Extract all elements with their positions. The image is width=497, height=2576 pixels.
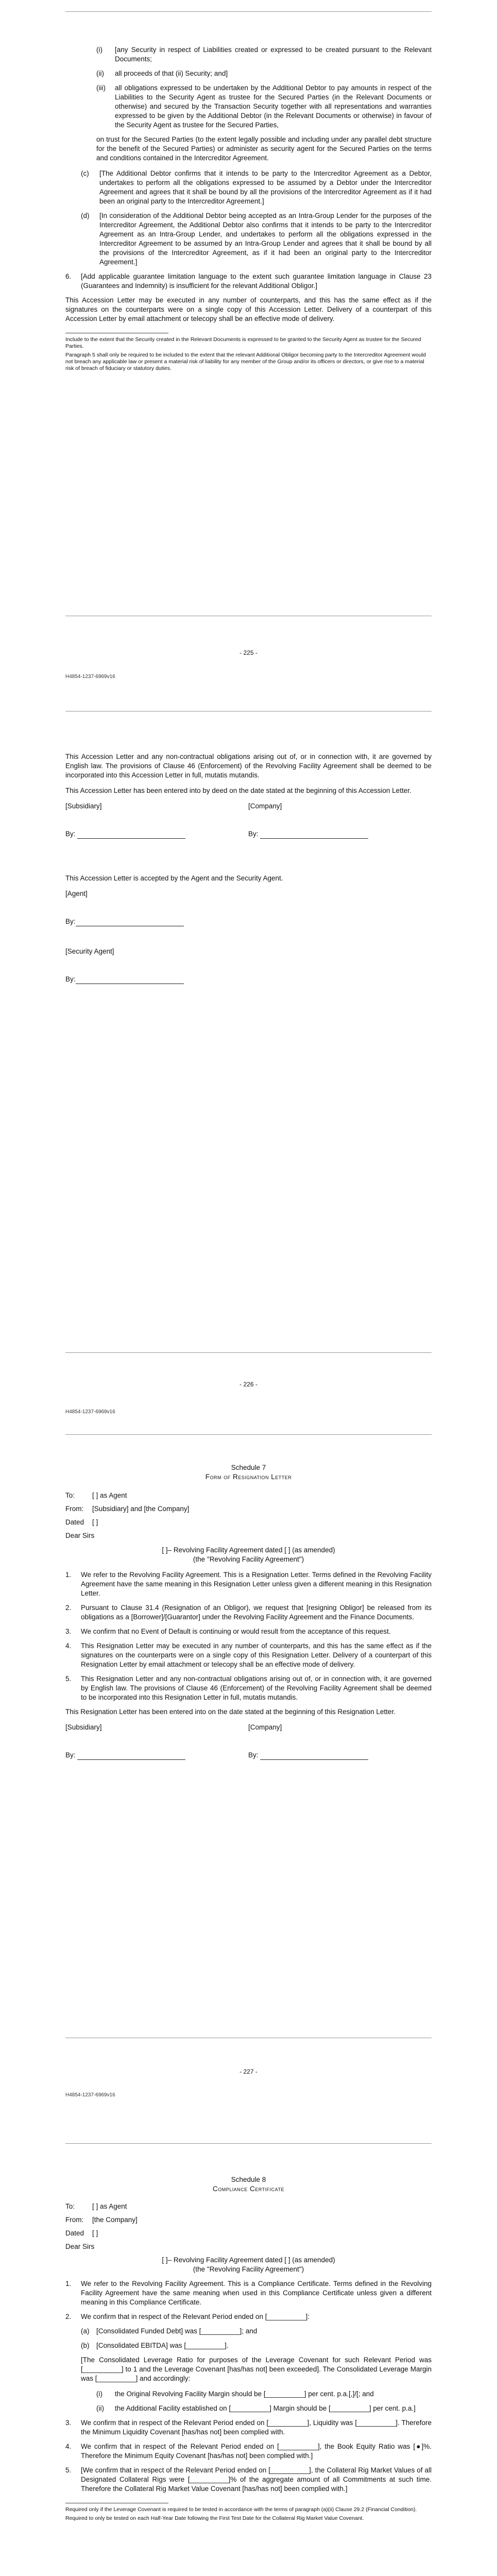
agent-signature: By:	[65, 917, 432, 926]
page-228: Schedule 8 Compliance Certificate To: [ ] as Agent From: [the Company] Dated [ ] Dear Sirs [ ]– Revolving Facility Agreement dated [ ] (as amended) (the "Revolving Facility Agreement") 1. We refer to the Revolving Facility Agreement. This is a Compliance Certificate. Terms defined in the Revolving Facility Agreement have the same meaning when used in this Compliance Certificate unless given a different meaning in this Compliance Certificate. 2. We confirm that in respect of the Relevant Period ended on [__________]: (a) [Consolidated Funded Debt] was [__________]; and (b) [Consolidated EBITDA] was [__________]. [The Consolidated Leverage Ratio for purposes of the Leverage Covenant for such Relevant Period was [__________] to 1 and the Leverage Covenant [has/has not] been exceeded]. The Consolidated Leverage Margin was [__________] and accordingly: (i) the Original Revolving Facility Margin should be [__________] per cent. p.a.[,]/[; and (ii) the Additional Facility established on [__________] Margin should be [__________] per cent. p.a.] 3. We confirm that in respect of the Relevant Period ended on [__________], Liquidity was [__________]. Therefore the Minimum Liquidity Covenant [has/has not] been complied with. 4. We confirm that in respect of the Relevant Period ended on [__________], the Book Equity Ratio was [●]%. Therefore the Minimum Equity Covenant [has/has not] been complied with.] 5. [We confirm that in respect of the Relevant Period ended on [__________], the Collateral Rig Market Values of all Designated Collateral Rigs were [__________]% of the aggregate amount of all Commitments at such time. Therefore the Collateral Rig Market Value Covenant [has/has not] been complied with.] Required only if the Leverage Covenant is required to be tested in accordance with the terms of paragraph (a)(ii) Clause 29.2 (Financial Condition). Required to only be tested on each Half-Year Date following the First Test Date for the Collateral Rig Market Value Covenant.	[0, 2133, 497, 2576]
list-item: (ii) all proceeds of that (ii) Security; and]	[96, 70, 228, 77]
list-item: 2. Pursuant to Clause 31.4 (Resignation of an Obligor), we request that [resigning Obligor] be released from its obligations as a [Borrower]/[Guarantor] under the Revolving Facility Agreement and the Finance Documents.	[65, 1604, 432, 1621]
doc-reference: H4854-1237-6969v16	[65, 674, 115, 680]
list-item: 5. [We confirm that in respect of the Relevant Period ended on [__________], the Collateral Rig Market Values of all Designated Collateral Rigs were [__________]% of the aggregate amount of all Commitments at such time. Therefore the Collateral Rig Market Value Covenant [has/has not] been complied with.]	[65, 2466, 432, 2493]
list-item: 2. We confirm that in respect of the Relevant Period ended on [__________]:	[65, 2313, 310, 2320]
signature-line	[260, 1753, 368, 1760]
schedule-heading: Schedule 8	[231, 2176, 266, 2183]
page-225	[0, 0, 497, 685]
list-item: 3. We confirm that in respect of the Relevant Period ended on [__________], Liquidity was [__________]. Therefore the Minimum Liquidity Covenant [has/has not] been complied with.	[65, 2419, 432, 2436]
list-item: (b) [Consolidated EBITDA] was [__________].	[81, 2342, 229, 2349]
page-226	[0, 701, 497, 1417]
list-item: (iii) all obligations expressed to be undertaken by the Additional Debtor to pay amounts in respect of the Liabilities to the Security Agent as trustee for the Secured Parties (in the Relevant Documents or otherwise) and secured by the Transaction Security together with all representations and warranties expressed to be given by the Additional Debtor (in the Relevant Documents or otherwise) in favour of the Security Agent as trustee for the Secured Parties,	[96, 84, 432, 129]
list-item: 1. We refer to the Revolving Facility Agreement. This is a Compliance Certificate. Terms defined in the Revolving Facility Agreement have the same meaning when used in this Compliance Certificate unless given a different meaning in this Compliance Certificate.	[65, 2280, 432, 2306]
footnote: Include to the extent that the Security created in the Relevant Documents is expressed to be granted to the Security Agent as trustee for the Secured Parties.	[65, 336, 421, 349]
list-item: 6. [Add applicable guarantee limitation language to the extent such guarantee limitation language in Clause 23 (Guarantees and Indemnity) is insufficient for the relevant Additional Obligor.]	[65, 273, 432, 290]
agent-label: [Agent]	[65, 890, 88, 897]
doc-reference: H4854-1237-6969v16	[65, 1409, 115, 1415]
security-agent-signature: By:	[65, 975, 432, 984]
from-field: From: [Subsidiary] and [the Company]	[65, 1505, 190, 1513]
to-field: To: [ ] as Agent	[65, 1492, 127, 1499]
signature-line	[77, 832, 185, 839]
footnote: Required to only be tested on each Half-Year Date following the First Test Date for the Collateral Rig Market Value Covenant.	[65, 2515, 364, 2521]
page-number: - 225 -	[239, 649, 258, 656]
list-item: 5. This Resignation Letter and any non-contractual obligations arising out of, or in connection with, it are governed by English law. The provisions of Clause 46 (Enforcement) of the Revolving Facility Agreement shall be deemed to be incorporated into this Resignation Letter in full, mutatis mutandis.	[65, 1675, 432, 1701]
doc-reference: H4854-1237-6969v16	[65, 2092, 115, 2098]
list-item: (ii) the Additional Facility established on [__________] Margin should be [__________] per cent. p.a.]	[96, 2404, 416, 2412]
list-item: (i) the Original Revolving Facility Margin should be [__________] per cent. p.a.[,]/[; and	[96, 2390, 374, 2398]
list-item: (c) [The Additional Debtor confirms that it intends to be party to the Intercreditor Agreement as a Debtor, undertakes to perform all the obligations expressed to be assumed by a Debtor under the Intercreditor Agreement and agrees that it shall be bound by all the provisions of the Intercreditor Agreement as if it had been an original party to the Intercreditor Agreement.]	[81, 170, 432, 205]
schedule-title: Form of Resignation Letter	[205, 1473, 292, 1481]
signature-line	[77, 1753, 185, 1760]
signature-block: [Subsidiary] [Company]	[65, 802, 282, 810]
page-227: Schedule 7 Form of Resignation Letter To: [ ] as Agent From: [Subsidiary] and [the Company] Dated [ ] Dear Sirs [ ]– Revolving Facility Agreement dated [ ] (as amended) (the "Revolving Facility Agreement") 1. We refer to the Revolving Facility Agreement. This is a Resignation Letter. Terms defined in the Revolving Facility Agreement have the same meaning in this Resignation Letter unless given a different meaning in this Resignation Letter. 2. Pursuant to Clause 31.4 (Resignation of an Obligor), we request that [resigning Obligor] be released from its obligations as a [Borrower]/[Guarantor] under the Revolving Facility Agreement and the Finance Documents. 3. We confirm that no Event of Default is continuing or would result from the acceptance of this request. 4. This Resignation Letter may be executed in any number of counterparts, and this has the same effect as if the signatures on the counterparts were on a single copy of this Resignation Letter. Delivery of a counterpart of this Resignation Letter by email attachment or telecopy shall be an effective mode of delivery. 5. This Resignation Letter and any non-contractual obligations arising out of, or in connection with, it are governed by English law. The provisions of Clause 46 (Enforcement) of the Revolving Facility Agreement shall be deemed to be incorporated into this Resignation Letter in full, mutatis mutandis. This Resignation Letter has been entered into on the date stated at the beginning of this Resignation Letter. [Subsidiary] [Company] By: By: - 227 - H4854-1237-6969v16	[0, 1432, 497, 2128]
schedule-title: Compliance Certificate	[213, 2185, 284, 2193]
trust-paragraph: on trust for the Secured Parties (to the extent legally possible and including under any parallel debt structure for the benefit of the Secured Parties) or administer as security agent for the Secured Parties on the terms and conditions contained in the Intercreditor Agreement.	[96, 135, 432, 162]
dated-field: Dated [ ]	[65, 1518, 98, 1526]
signature-lines: By: By:	[65, 1751, 432, 1760]
footnote: Paragraph 5 shall only be required to be included to the extent that the relevant Additional Obligor becoming party to the Intercreditor Agreement would not breach any applicable law or present a material risk of liability for any member of the Group and/or its officers or directors, or give rise to a material risk of breach of fiduciary or statutory duties.	[65, 352, 426, 371]
from-field: From: [the Company]	[65, 2216, 138, 2224]
list-item: (a) [Consolidated Funded Debt] was [__________]; and	[81, 2327, 258, 2335]
list-item: (i) [any Security in respect of Liabilities created or expressed to be created pursuant to the Relevant Documents;	[96, 46, 432, 63]
security-agent-label: [Security Agent]	[65, 947, 114, 955]
counterparts-paragraph: This Accession Letter may be executed in any number of counterparts, and this has the same effect as if the signatures on the counterparts were on a single copy of this Accession Letter. Delivery of a counterpart of this Accession Letter by email attachment or telecopy shall be an effective mode of delivery.	[65, 296, 432, 323]
page-top-rule	[65, 2143, 432, 2144]
salutation: Dear Sirs	[65, 2243, 95, 2250]
page-number: - 227 -	[239, 2068, 258, 2075]
salutation: Dear Sirs	[65, 1532, 95, 1539]
entry-paragraph: This Resignation Letter has been entered into on the date stated at the beginning of this Resignation Letter.	[65, 1708, 396, 1716]
dated-field: Dated [ ]	[65, 2229, 98, 2237]
list-item: 3. We confirm that no Event of Default is continuing or would result from the acceptance of this request.	[65, 1628, 391, 1635]
deed-paragraph: This Accession Letter has been entered into by deed on the date stated at the beginning of this Accession Letter.	[65, 787, 412, 794]
signature-block: [Subsidiary] [Company]	[65, 1723, 282, 1731]
page-bottom-rule	[65, 1352, 432, 1353]
governing-law-paragraph: This Accession Letter and any non-contractual obligations arising out of, or in connection with, it are governed by English law. The provisions of Clause 46 (Enforcement) of the Revolving Facility Agreement shall be deemed to be incorporated into this Accession Letter in full, mutatis mutandis.	[65, 753, 432, 779]
schedule-heading: Schedule 7	[231, 1464, 266, 1471]
page-number: - 226 -	[239, 1381, 258, 1388]
page-top-rule	[65, 11, 432, 12]
list-item: (d) [In consideration of the Additional Debtor being accepted as an Intra-Group Lender for the purposes of the Intercreditor Agreement, the Additional Debtor also confirms that it intends to be party to the Intercreditor Agreement as an Intra-Group Lender, and undertakes to perform all the obligations expressed in the Intercreditor Agreement to be assumed by an Intra-Group Lender and agrees that it shall be bound by all the provisions of the Intercreditor Agreement, as if it had been an original party to the Intercreditor Agreement.]	[81, 212, 432, 266]
acceptance-paragraph: This Accession Letter is accepted by the Agent and the Security Agent.	[65, 874, 283, 882]
leverage-paragraph: [The Consolidated Leverage Ratio for purposes of the Leverage Covenant for such Relevant Period was [__________] to 1 and the Leverage Covenant [has/has not] been exceeded]. The Consolidated Leverage Margin was [__________] and accordingly:	[81, 2356, 432, 2382]
list-item: 4. This Resignation Letter may be executed in any number of counterparts, and this has the same effect as if the signatures on the counterparts were on a single copy of this Resignation Letter. Delivery of a counterpart of this Resignation Letter by email attachment or telecopy shall be an effective mode of delivery.	[65, 1642, 432, 1668]
to-field: To: [ ] as Agent	[65, 2202, 127, 2210]
signature-line	[260, 832, 368, 839]
page-top-rule	[65, 1434, 432, 1435]
signature-lines: By: By:	[65, 829, 432, 839]
list-item: 1. We refer to the Revolving Facility Agreement. This is a Resignation Letter. Terms defined in the Revolving Facility Agreement have the same meaning in this Resignation Letter unless given a different meaning in this Resignation Letter.	[65, 1571, 432, 1597]
list-item: 4. We confirm that in respect of the Relevant Period ended on [__________], the Book Equity Ratio was [●]%. Therefore the Minimum Equity Covenant [has/has not] been complied with.]	[65, 2443, 432, 2460]
footnote: Required only if the Leverage Covenant is required to be tested in accordance with the terms of paragraph (a)(ii) Clause 29.2 (Financial Condition).	[65, 2506, 417, 2513]
